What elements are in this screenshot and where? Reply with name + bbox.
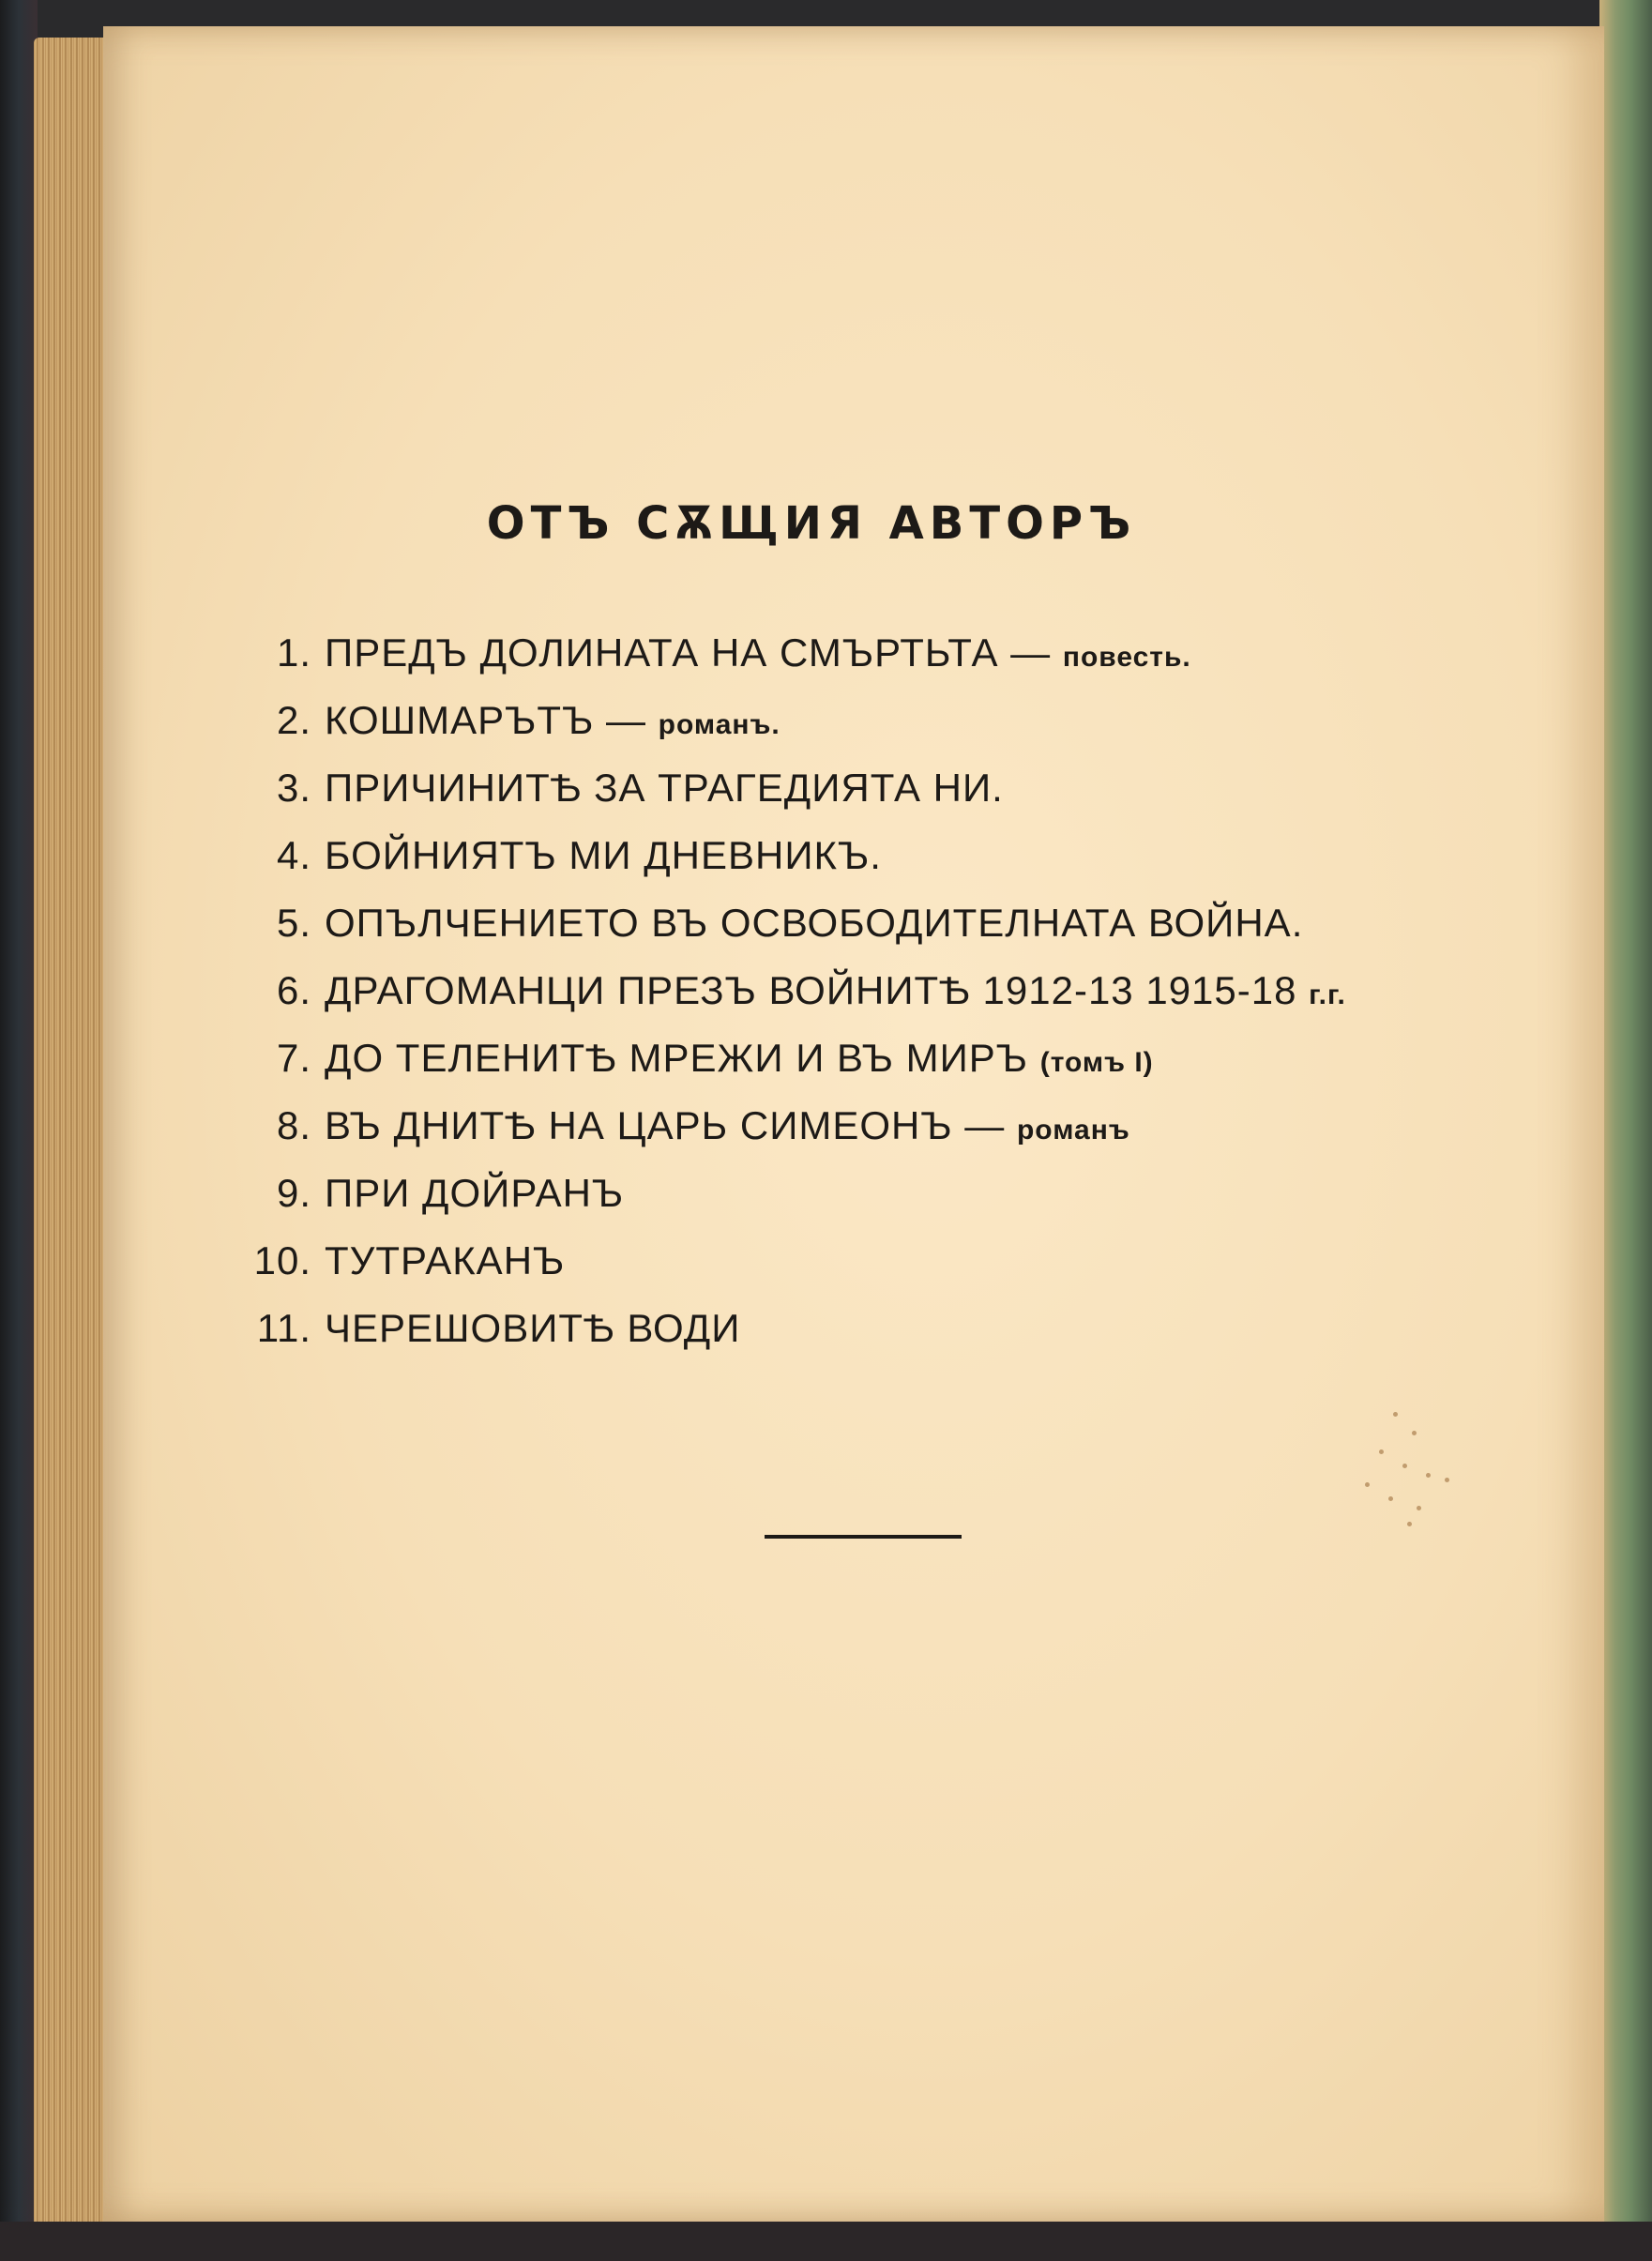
item-title: ПРИ ДОЙРАНЪ	[325, 1171, 625, 1215]
item-note: романъ.	[658, 709, 781, 740]
book-list	[244, 619, 1346, 1362]
item-number: 6.	[276, 968, 311, 1012]
item-title: БОЙНИЯТЪ МИ ДНЕВНИКЪ.	[325, 833, 882, 877]
item-title: ДО ТЕЛЕНИТѢ МРЕЖИ И ВЪ МИРЪ	[325, 1036, 1029, 1080]
item-note: повесть.	[1062, 642, 1191, 673]
item-title: КОШМАРЪТЪ —	[325, 698, 646, 742]
stain-dot	[1426, 1473, 1431, 1478]
stain-dot	[1417, 1506, 1421, 1510]
item-title: ПРЕДЪ ДОЛИНАТА НА СМЪРТЬТА —	[325, 630, 1052, 675]
item-number: 7.	[276, 1036, 311, 1080]
list-item	[244, 1160, 1346, 1227]
item-number: 1.	[276, 630, 311, 675]
list-item	[244, 889, 1346, 957]
stain-dot	[1445, 1478, 1449, 1482]
item-title: ОПЪЛЧЕНИЕТО ВЪ ОСВОБОДИТЕЛНАТА ВОЙНА.	[325, 901, 1304, 945]
list-item	[244, 1024, 1346, 1092]
divider-line	[765, 1535, 962, 1539]
stain-dot	[1388, 1496, 1393, 1501]
list-item	[244, 754, 1346, 822]
item-number: 3.	[276, 766, 311, 810]
stain-dot	[1402, 1464, 1407, 1468]
item-title: ВЪ ДНИТѢ НА ЦАРЬ СИМЕОНЪ —	[325, 1103, 1006, 1147]
page-heading: ОТЪ СѪЩИЯ АВТОРЪ	[486, 497, 1137, 550]
list-item	[244, 957, 1346, 1024]
item-number: 11.	[256, 1306, 311, 1350]
item-note: романъ	[1016, 1115, 1130, 1146]
stain-dot	[1393, 1412, 1398, 1417]
list-item	[244, 822, 1346, 889]
book-cover-left	[0, 0, 38, 2261]
list-item	[244, 1092, 1346, 1160]
background-strip	[0, 2222, 1652, 2261]
item-number: 9.	[276, 1171, 311, 1215]
item-title: ДРАГОМАНЦИ ПРЕЗЪ ВОЙНИТѢ 1912-13 1915-18	[325, 968, 1297, 1012]
list-item	[244, 1295, 1346, 1362]
stain-dot	[1407, 1522, 1412, 1526]
item-number: 10.	[253, 1238, 311, 1282]
item-number: 8.	[276, 1103, 311, 1147]
stain-dot	[1379, 1449, 1384, 1454]
item-note: (томъ I)	[1039, 1047, 1154, 1078]
list-item	[244, 687, 1346, 754]
item-title: ПРИЧИНИТѢ ЗА ТРАГЕДИЯТА НИ.	[325, 766, 1004, 810]
list-item	[244, 619, 1346, 687]
list-item	[244, 1227, 1346, 1295]
item-number: 2.	[276, 698, 311, 742]
item-title: ЧЕРЕШОВИТѢ ВОДИ	[325, 1306, 741, 1350]
item-number: 5.	[276, 901, 311, 945]
stain-dot	[1365, 1482, 1370, 1487]
item-title: ТУТРАКАНЪ	[325, 1238, 566, 1282]
stain-dot	[1412, 1431, 1417, 1435]
book-binding	[1599, 0, 1652, 2261]
page-edges	[34, 38, 109, 2228]
item-number: 4.	[276, 833, 311, 877]
item-note: г.г.	[1309, 979, 1346, 1010]
